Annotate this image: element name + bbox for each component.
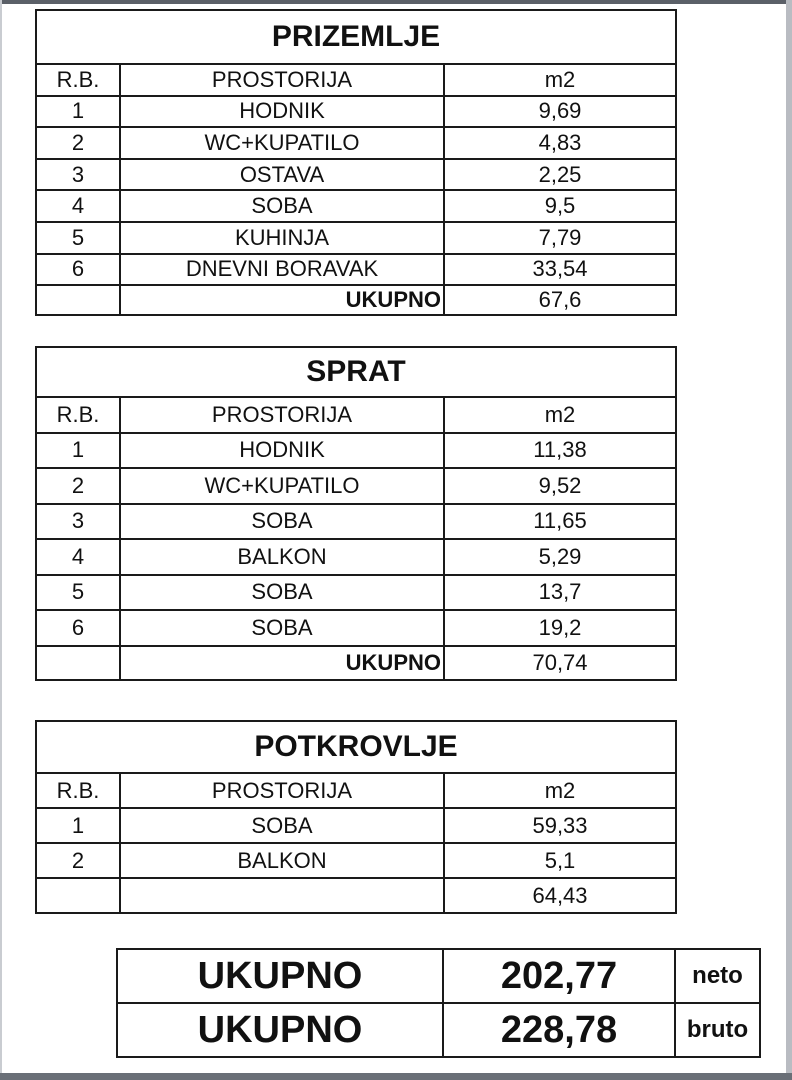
table-prizemlje (35, 9, 677, 316)
table-potkrovlje (35, 720, 677, 914)
summary-row-neto (117, 949, 760, 1003)
total-value: 67,6 (444, 285, 676, 315)
row-rb: 4 (36, 539, 120, 575)
floor-title: SPRAT (36, 347, 676, 397)
floor-title: PRIZEMLJE (36, 10, 676, 64)
row-room: BALKON (120, 539, 444, 575)
row-area: 59,33 (444, 808, 676, 843)
header-rb: R.B. (36, 397, 120, 433)
header-area: m2 (444, 773, 676, 808)
row-room: KUHINJA (120, 222, 444, 254)
header-row (36, 64, 676, 96)
summary-table (116, 948, 761, 1058)
header-row (36, 773, 676, 808)
summary-kind: bruto (675, 1003, 760, 1057)
row-room: SOBA (120, 610, 444, 646)
row-area: 4,83 (444, 127, 676, 159)
row-rb: 3 (36, 159, 120, 191)
row-rb: 4 (36, 190, 120, 222)
row-room: DNEVNI BORAVAK (120, 254, 444, 286)
header-area: m2 (444, 397, 676, 433)
table-row (36, 433, 676, 469)
row-area: 33,54 (444, 254, 676, 286)
table-row (36, 254, 676, 286)
header-room: PROSTORIJA (120, 397, 444, 433)
total-row (36, 878, 676, 913)
row-rb: 3 (36, 504, 120, 540)
total-label: UKUPNO (120, 285, 444, 315)
row-room: SOBA (120, 190, 444, 222)
row-room: OSTAVA (120, 159, 444, 191)
row-area: 2,25 (444, 159, 676, 191)
total-label (120, 878, 444, 913)
summary-label: UKUPNO (117, 949, 443, 1003)
row-area: 9,69 (444, 96, 676, 128)
table-row (36, 222, 676, 254)
row-room: HODNIK (120, 96, 444, 128)
table-row (36, 610, 676, 646)
table-row (36, 539, 676, 575)
header-row (36, 397, 676, 433)
row-area: 9,5 (444, 190, 676, 222)
row-rb: 2 (36, 843, 120, 878)
row-rb: 2 (36, 468, 120, 504)
row-room: BALKON (120, 843, 444, 878)
total-label: UKUPNO (120, 646, 444, 680)
left-border (0, 0, 2, 1080)
row-rb: 1 (36, 808, 120, 843)
table-row (36, 159, 676, 191)
right-border (786, 0, 792, 1080)
table-row (36, 504, 676, 540)
table-row (36, 190, 676, 222)
table-sprat (35, 346, 677, 681)
row-area: 11,38 (444, 433, 676, 469)
summary-value: 228,78 (443, 1003, 675, 1057)
row-room: SOBA (120, 575, 444, 611)
row-rb: 6 (36, 254, 120, 286)
summary-value: 202,77 (443, 949, 675, 1003)
row-rb: 1 (36, 96, 120, 128)
header-room: PROSTORIJA (120, 64, 444, 96)
total-value: 70,74 (444, 646, 676, 680)
row-room: WC+KUPATILO (120, 468, 444, 504)
total-empty (36, 646, 120, 680)
row-area: 13,7 (444, 575, 676, 611)
total-empty (36, 878, 120, 913)
row-area: 7,79 (444, 222, 676, 254)
summary-kind: neto (675, 949, 760, 1003)
header-rb: R.B. (36, 773, 120, 808)
row-room: WC+KUPATILO (120, 127, 444, 159)
total-value: 64,43 (444, 878, 676, 913)
table-row (36, 127, 676, 159)
header-room: PROSTORIJA (120, 773, 444, 808)
total-row (36, 646, 676, 680)
floor-title: POTKROVLJE (36, 721, 676, 773)
table-row (36, 468, 676, 504)
table-row (36, 808, 676, 843)
row-rb: 1 (36, 433, 120, 469)
row-area: 5,29 (444, 539, 676, 575)
summary-row-bruto (117, 1003, 760, 1057)
row-rb: 6 (36, 610, 120, 646)
summary-label: UKUPNO (117, 1003, 443, 1057)
row-rb: 5 (36, 222, 120, 254)
bottom-border (0, 1073, 792, 1080)
table-row (36, 96, 676, 128)
total-empty (36, 285, 120, 315)
row-area: 9,52 (444, 468, 676, 504)
row-rb: 5 (36, 575, 120, 611)
header-rb: R.B. (36, 64, 120, 96)
row-room: SOBA (120, 504, 444, 540)
row-area: 11,65 (444, 504, 676, 540)
row-rb: 2 (36, 127, 120, 159)
top-border (0, 0, 792, 4)
table-row (36, 843, 676, 878)
total-row (36, 285, 676, 315)
row-room: HODNIK (120, 433, 444, 469)
row-area: 19,2 (444, 610, 676, 646)
header-area: m2 (444, 64, 676, 96)
row-area: 5,1 (444, 843, 676, 878)
row-room: SOBA (120, 808, 444, 843)
table-row (36, 575, 676, 611)
